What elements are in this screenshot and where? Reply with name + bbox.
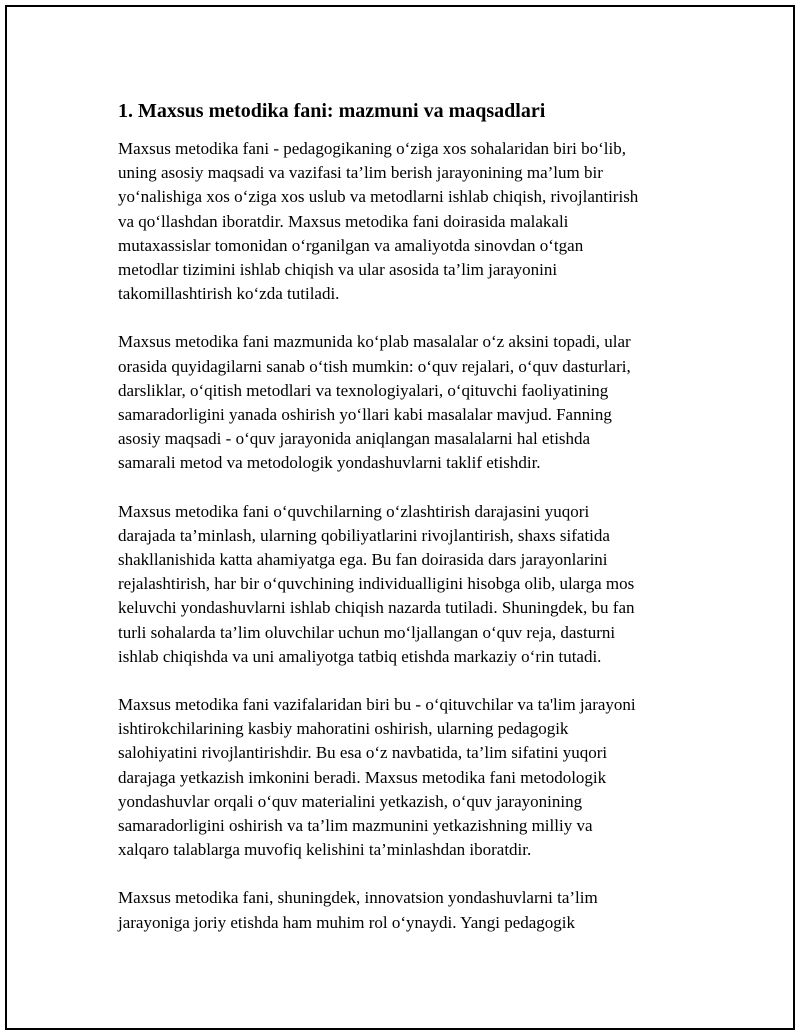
text-line: rejalashtirish, har bir o‘quvchining individualligini hisobga olib, ularga mos: [118, 574, 635, 594]
section-heading: 1. Maxsus metodika fani: mazmuni va maqsadlari: [118, 100, 546, 122]
document-content: [118, 96, 688, 959]
paragraph-1: [118, 137, 688, 306]
text-line: yo‘nalishiga xos o‘ziga xos uslub va metodlarni ishlab chiqish, rivojlantirish: [118, 187, 639, 207]
paragraph-3: [118, 500, 688, 669]
text-line: takomillashtirish ko‘zda tutiladi.: [118, 284, 340, 304]
text-line: keluvchi yondashuvlarni ishlab chiqish nazarda tutiladi. Shuningdek, bu fan: [118, 598, 635, 618]
text-line: mutaxassislar tomonidan o‘rganilgan va amaliyotda sinovdan o‘tgan: [118, 235, 584, 255]
text-line: metodlar tizimini ishlab chiqish va ular asosida ta’lim jarayonini: [118, 260, 558, 280]
text-line: Maxsus metodika fani o‘quvchilarning o‘zlashtirish darajasini yuqori: [118, 501, 590, 521]
text-line: turli sohalarda ta’lim oluvchilar uchun mo‘ljallangan o‘quv reja, dasturni: [118, 622, 616, 642]
document-page: [5, 5, 795, 1030]
text-line: uning asosiy maqsadi va vazifasi ta’lim berish jarayonining ma’lum bir: [118, 163, 603, 183]
text-line: darajaga yetkazish imkonini beradi. Maxsus metodika fani metodologik: [118, 767, 607, 787]
text-line: orasida quyidagilarni sanab o‘tish mumkin: o‘quv rejalari, o‘quv dasturlari,: [118, 356, 631, 376]
text-line: xalqaro talablarga muvofiq kelishini ta’minlashdan iboratdir.: [118, 840, 532, 860]
text-line: Maxsus metodika fani, shuningdek, innovatsion yondashuvlarni ta’lim: [118, 888, 598, 908]
text-line: Maxsus metodika fani vazifalaridan biri bu - o‘qituvchilar va ta'lim jarayoni: [118, 695, 636, 715]
text-line: ishlab chiqishda va uni amaliyotga tatbiq etishda markaziy o‘rin tutadi.: [118, 646, 602, 666]
paragraph-2: [118, 330, 688, 475]
text-line: samaradorligini yanada oshirish yo‘llari kabi masalalar mavjud. Fanning: [118, 405, 612, 425]
text-line: va qo‘llashdan iboratdir. Maxsus metodika fani doirasida malakali: [118, 211, 569, 231]
text-line: Maxsus metodika fani mazmunida ko‘plab masalalar o‘z aksini topadi, ular: [118, 332, 631, 352]
text-line: salohiyatini rivojlantirishdir. Bu esa o‘z navbatida, ta’lim sifatini yuqori: [118, 743, 608, 763]
paragraph-5: [118, 886, 688, 934]
text-line: samaradorligini oshirish va ta’lim mazmunini yetkazishning milliy va: [118, 816, 593, 836]
text-line: yondashuvlar orqali o‘quv materialini yetkazish, o‘quv jarayonining: [118, 791, 583, 811]
paragraph-4: [118, 693, 688, 862]
text-line: darajada ta’minlash, ularning qobiliyatlarini rivojlantirish, shaxs sifatida: [118, 525, 610, 545]
text-line: shakllanishida katta ahamiyatga ega. Bu fan doirasida dars jarayonlarini: [118, 550, 608, 570]
text-line: darsliklar, o‘qitish metodlari va texnologiyalari, o‘qituvchi faoliyatining: [118, 380, 609, 400]
text-line: Maxsus metodika fani - pedagogikaning o‘ziga xos sohalaridan biri bo‘lib,: [118, 139, 626, 158]
text-line: asosiy maqsadi - o‘quv jarayonida aniqlangan masalalarni hal etishda: [118, 429, 591, 449]
text-line: ishtirokchilarining kasbiy mahoratini oshirish, ularning pedagogik: [118, 719, 569, 739]
text-line: samarali metod va metodologik yondashuvlarni taklif etishdir.: [118, 453, 541, 473]
text-line: jarayoniga joriy etishda ham muhim rol o‘ynaydi. Yangi pedagogik: [118, 912, 576, 932]
